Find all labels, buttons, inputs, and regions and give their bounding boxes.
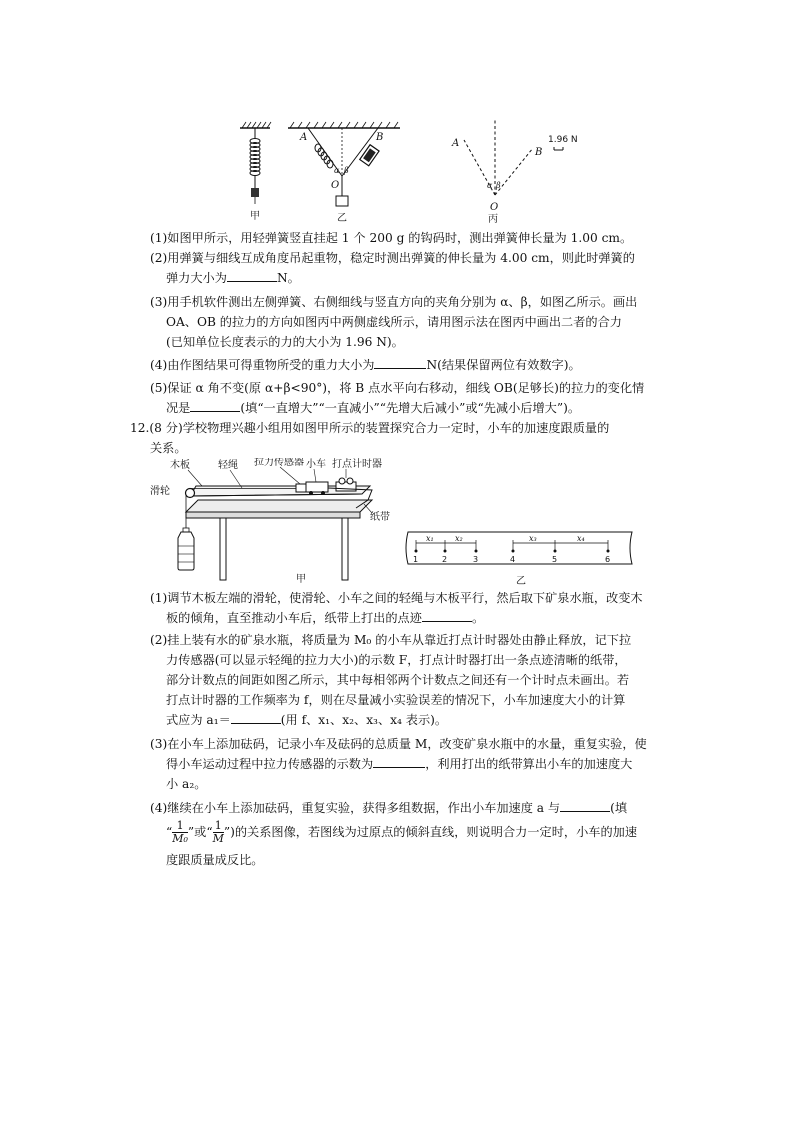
yi-weight	[336, 196, 348, 206]
q12-part1-line2	[166, 608, 484, 628]
water-bottle	[178, 528, 194, 570]
q11-part2-pre: 弹力大小为	[166, 271, 227, 285]
bing-label-beta: β	[496, 181, 501, 190]
q11-part5-pre: 况是	[166, 401, 191, 415]
q12-part4-line1	[150, 798, 627, 818]
q12-part3-line2	[166, 754, 632, 774]
jia-ceiling	[240, 122, 271, 128]
bing-dashed-ob	[495, 148, 533, 195]
q12-part3-pre: 得小车运动过程中拉力传感器的示数为	[166, 757, 374, 771]
caption-apparatus-jia: 甲	[296, 574, 306, 585]
q11-part3-line2: OA、OB 的拉力的方向如图丙中两侧虚线所示，请用图示法在图丙中画出二者的合力	[166, 315, 622, 329]
caption-tape-yi: 乙	[516, 576, 526, 587]
label-pulley: 滑轮	[150, 486, 170, 497]
q11-part4	[150, 355, 581, 375]
table-leg-right	[342, 518, 348, 580]
q11-part5-line1: (5)保证 α 角不变(原 α+β<90°)，将 B 点水平向右移动，细线 OB(足够长)的拉力的变化情	[150, 381, 645, 395]
fraction-1-denominator: M₀	[172, 832, 188, 845]
q11-blank-tension-change[interactable]	[190, 399, 240, 412]
q12-part2-line1: (2)挂上装有水的矿泉水瓶，将质量为 M₀ 的小车从靠近打点计时器处由静止释放，记下拉	[150, 633, 632, 647]
yi-ceiling	[288, 122, 400, 128]
tape-n3: 3	[473, 555, 479, 564]
fraction-1-over-m0	[172, 820, 188, 845]
q12-part4-mid: ”或“	[187, 825, 213, 839]
q12-part3-line3: 小 a₂。	[166, 777, 207, 791]
label-rope: 轻绳	[218, 460, 238, 471]
cart	[306, 482, 328, 492]
tape-n6: 6	[605, 555, 611, 564]
tape-n1: 1	[413, 555, 419, 564]
pulley	[186, 489, 195, 498]
label-sensor: 拉力传感器	[254, 458, 304, 468]
q12-part2-pre: 式应为 a₁＝	[166, 713, 231, 727]
q12-part3-line1: (3)在小车上添加砝码，记录小车及砝码的总质量 M，改变矿泉水瓶中的水量，重复实验，使	[150, 737, 647, 751]
yi-label-a: A	[300, 132, 308, 143]
tape-n2: 2	[442, 555, 448, 564]
bing-label-b: B	[535, 147, 543, 158]
yi-label-b: B	[376, 132, 384, 143]
yi-spring-coils	[315, 144, 333, 168]
q12-heading-line1: 12.(8 分)学校物理兴趣小组用如图甲所示的装置探究合力一定时，小车的加速度跟质量的	[130, 421, 610, 435]
q12-part2-line3: 部分计数点的间距如图乙所示，其中每相邻两个计数点之间还有一个计时点未画出。若	[166, 673, 630, 687]
q11-part3-line3: (已知单位长度表示的力的大小为 1.96 N)。	[166, 335, 404, 349]
caption-jia: 甲	[250, 211, 260, 222]
q11-blank-spring-force[interactable]	[227, 269, 277, 282]
scale-bar	[554, 147, 563, 150]
label-timer: 打点计时器	[332, 459, 382, 470]
q12-part4-line2-post: ”)的关系图像，若图线为过原点的倾斜直线，则说明合力一定时，小车的加速	[223, 825, 638, 839]
q12-part4-post: (填	[610, 801, 628, 815]
q12-part1-pre: 板的倾角，直至推动小车后，纸带上打出的点迹	[166, 611, 422, 625]
force-sensor	[296, 484, 306, 492]
q12-part1-line1: (1)调节木板左端的滑轮，使滑轮、小车之间的轻绳与木板平行，然后取下矿泉水瓶，改变木	[150, 591, 643, 605]
q12-part2-line5	[166, 710, 447, 730]
fraction-2-denominator: M	[212, 832, 224, 845]
q12-part2-line2: 力传感器(可以显示轻绳的拉力大小)的示数 F，打点计时器打出一条点迹清晰的纸带，	[166, 653, 627, 667]
table-top	[186, 500, 372, 512]
q11-blank-gravity[interactable]	[374, 356, 426, 369]
yi-label-o: O	[331, 180, 340, 191]
yi-label-alpha: α	[334, 166, 340, 175]
yi-label-beta: β	[344, 166, 349, 175]
tape-x1: x₁	[426, 534, 434, 543]
figure-cart-apparatus	[150, 458, 390, 586]
caption-bing: 丙	[488, 214, 498, 225]
caption-yi: 乙	[337, 213, 347, 224]
fraction-2-numerator: 1	[213, 820, 224, 833]
tape-n4: 4	[510, 555, 516, 564]
q12-part3-post: ，利用打出的纸带算出小车的加速度大	[425, 757, 633, 771]
label-muban: 木板	[170, 460, 190, 471]
q12-part4-pre: (4)继续在小车上添加砝码，重复实验，获得多组数据，作出小车加速度 a 与	[150, 801, 561, 815]
tape-x3: x₃	[529, 534, 537, 543]
q11-part2-post: N。	[276, 271, 300, 285]
q11-part2-line2	[166, 268, 300, 288]
q12-heading-line2: 关系。	[150, 441, 187, 455]
label-cart: 小车	[306, 459, 326, 470]
q12-part4-line2	[166, 820, 637, 845]
fraction-1-numerator: 1	[172, 820, 188, 833]
table-leg-left	[220, 518, 226, 580]
label-tape: 纸带	[370, 512, 390, 523]
tape-x4: x₄	[577, 534, 585, 543]
bing-label-o: O	[490, 202, 499, 213]
q11-part5-line2	[166, 398, 580, 418]
q12-part2-line4: 打点计时器的工作频率为 f，则在尽量减小实验误差的情况下，小车加速度大小的计算	[166, 693, 626, 707]
q11-part3-line1: (3)用手机软件测出左侧弹簧、右侧细线与竖直方向的夹角分别为 α、β，如图乙所示。画出	[150, 295, 638, 309]
scale-label: 1.96 N	[548, 135, 578, 145]
bing-label-alpha: α	[487, 181, 493, 190]
q12-blank-sensor-reading[interactable]	[373, 755, 425, 768]
q12-blank-graph-variable[interactable]	[560, 799, 610, 812]
q11-part1: (1)如图甲所示，用轻弹簧竖直挂起 1 个 200 g 的钩码时，测出弹簧伸长量为 1.00 cm。	[150, 231, 633, 245]
q11-part4-pre: (4)由作图结果可得重物所受的重力大小为	[150, 358, 375, 372]
q12-blank-accel-formula[interactable]	[231, 711, 281, 724]
figure-paper-tape	[404, 528, 636, 572]
q11-part4-post: N(结果保留两位有效数字)。	[426, 358, 581, 372]
jia-spring	[250, 128, 260, 188]
bing-label-a: A	[452, 138, 460, 149]
fraction-1-over-m	[213, 820, 224, 845]
q12-part4-line3: 度跟质量成反比。	[166, 853, 264, 867]
figure-spring-setup	[230, 118, 610, 230]
q12-blank-dots[interactable]	[422, 609, 472, 622]
tape-x2: x₂	[455, 534, 463, 543]
q12-part1-post: 。	[471, 611, 485, 625]
jia-weight	[251, 188, 259, 197]
tape-n5: 5	[552, 555, 558, 564]
q12-part2-post: (用 f、x₁、x₂、x₃、x₄ 表示)。	[280, 713, 448, 727]
q11-part5-post: (填“一直增大”“一直减小”“先增大后减小”或“先减小后增大”)。	[240, 401, 581, 415]
q11-part2-line1: (2)用弹簧与细线互成角度吊起重物，稳定时测出弹簧的伸长量为 4.00 cm，则此时弹簧的	[150, 251, 635, 265]
q12-part4-quote-open: “	[166, 825, 173, 839]
